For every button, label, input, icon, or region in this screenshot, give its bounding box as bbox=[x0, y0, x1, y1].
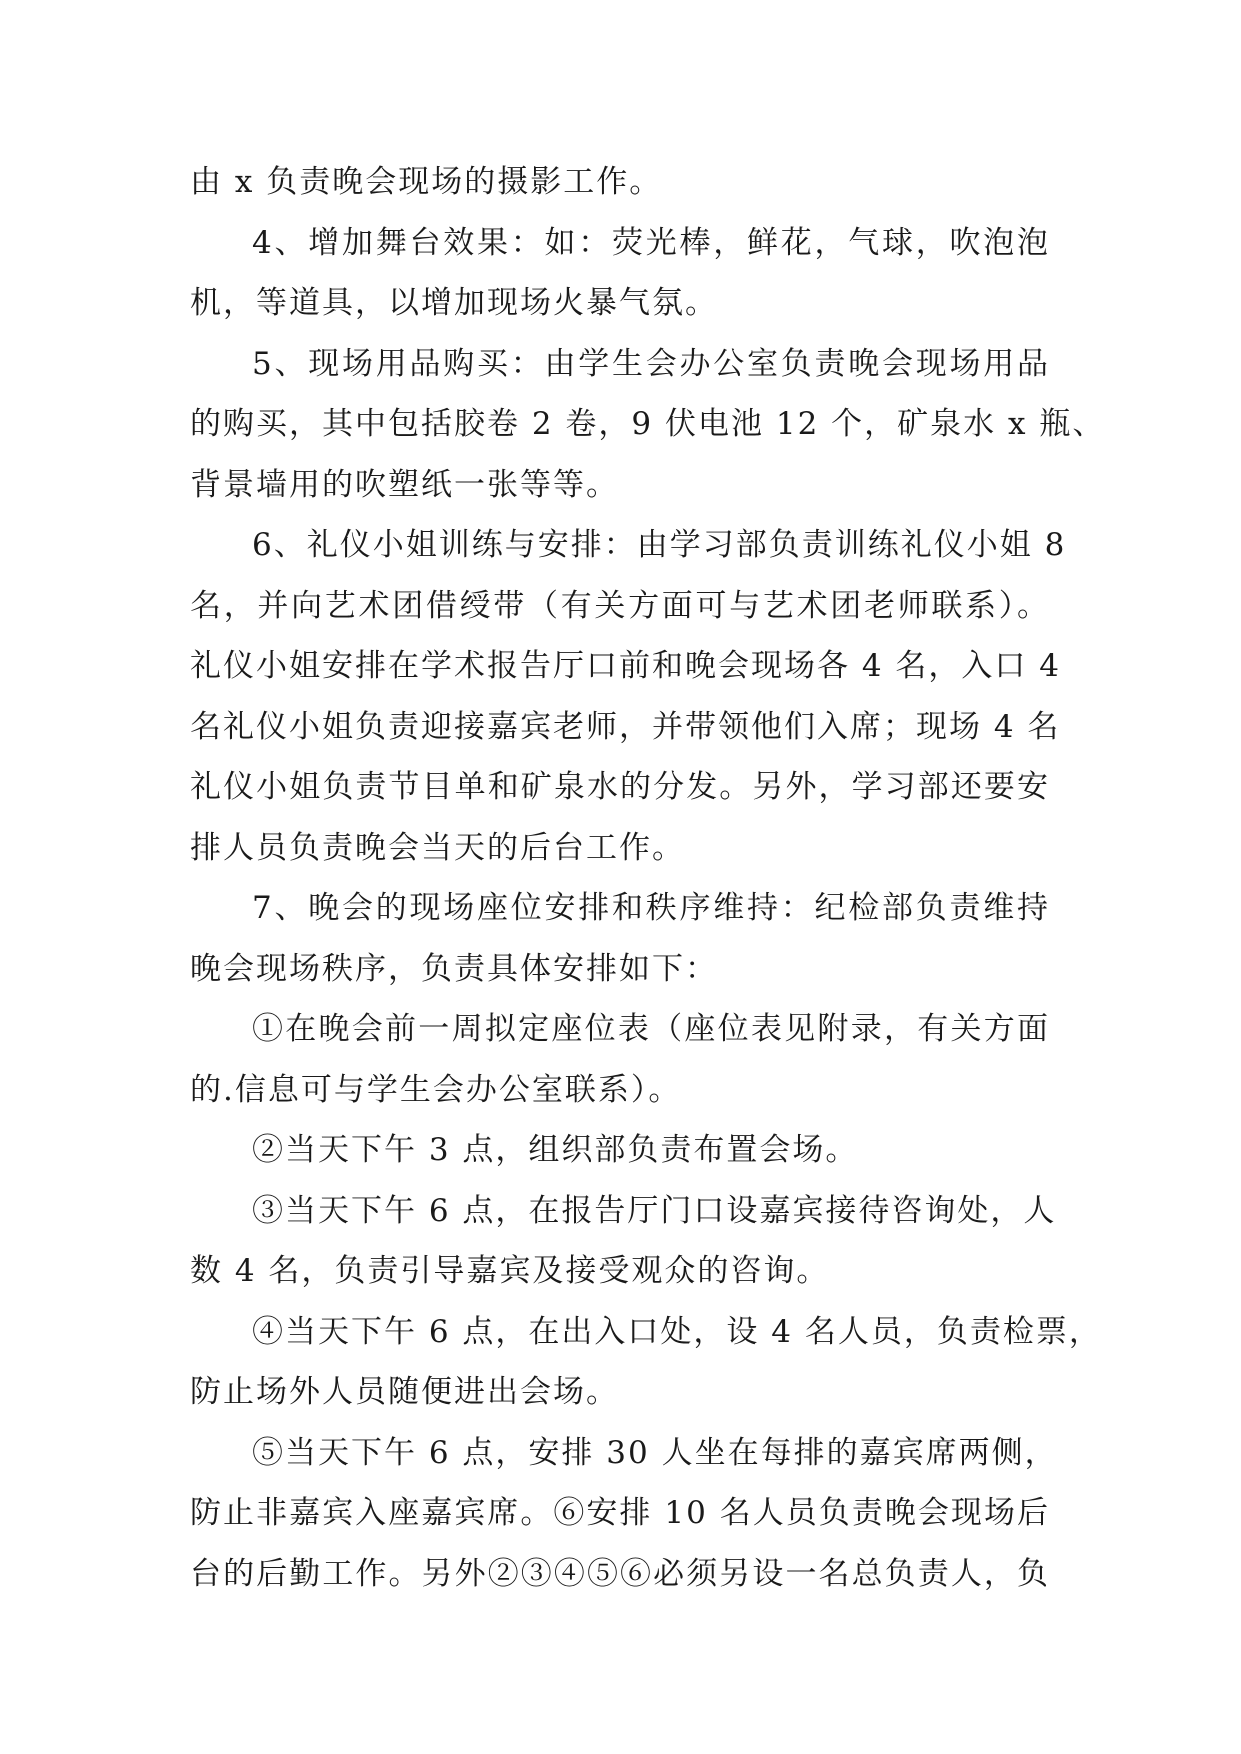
paragraph-line: 防止非嘉宾入座嘉宾席。⑥安排 10 名人员负责晚会现场后 bbox=[190, 1495, 1050, 1531]
paragraph-line: 的购买，其中包括胶卷 2 卷，9 伏电池 12 个，矿泉水 x 瓶、 bbox=[190, 406, 1106, 442]
paragraph-line: 防止场外人员随便进出会场。 bbox=[190, 1374, 619, 1410]
paragraph-line: 名礼仪小姐负责迎接嘉宾老师，并带领他们入席；现场 4 名 bbox=[190, 708, 1061, 745]
paragraph-line: 礼仪小姐负责节目单和矿泉水的分发。另外，学习部还要安 bbox=[190, 769, 1050, 805]
paragraph-line: 背景墙用的吹塑纸一张等等。 bbox=[190, 466, 619, 503]
paragraph-line: ④当天下午 6 点，在出入口处，设 4 名人员，负责检票， bbox=[252, 1313, 1102, 1350]
paragraph-line: 6、礼仪小姐训练与安排：由学习部负责训练礼仪小姐 8 bbox=[252, 527, 1067, 563]
paragraph-line: ③当天下午 6 点，在报告厅门口设嘉宾接待咨询处，人 bbox=[252, 1192, 1057, 1229]
paragraph-line: 排人员负责晚会当天的后台工作。 bbox=[190, 829, 685, 866]
paragraph-line: 礼仪小姐安排在学术报告厅口前和晚会现场各 4 名，入口 4 bbox=[190, 648, 1062, 684]
paragraph-line: 数 4 名，负责引导嘉宾及接受观众的咨询。 bbox=[190, 1253, 830, 1289]
document-body bbox=[190, 152, 1106, 1604]
paragraph-line: ⑤当天下午 6 点，安排 30 人坐在每排的嘉宾席两侧， bbox=[252, 1434, 1058, 1471]
paragraph-line: 7、晚会的现场座位安排和秩序维持：纪检部负责维持 bbox=[252, 890, 1050, 926]
paragraph-line: ②当天下午 3 点，组织部负责布置会场。 bbox=[252, 1132, 859, 1168]
paragraph-line: 机，等道具，以增加现场火暴气氛。 bbox=[190, 285, 718, 321]
paragraph-line: 的.信息可与学生会办公室联系）。 bbox=[190, 1071, 682, 1108]
paragraph-line: ①在晚会前一周拟定座位表（座位表见附录，有关方面 bbox=[252, 1011, 1050, 1047]
paragraph-line: 5、现场用品购买：由学生会办公室负责晚会现场用品 bbox=[252, 345, 1050, 382]
paragraph-line: 由 x 负责晚会现场的摄影工作。 bbox=[190, 164, 663, 200]
paragraph-line: 晚会现场秩序，负责具体安排如下： bbox=[190, 950, 718, 987]
paragraph-line: 4、增加舞台效果：如：荧光棒，鲜花，气球，吹泡泡 bbox=[252, 224, 1050, 261]
paragraph-line: 台的后勤工作。另外②③④⑤⑥必须另设一名总负责人，负 bbox=[190, 1555, 1050, 1592]
paragraph-line: 名，并向艺术团借绶带（有关方面可与艺术团老师联系）。 bbox=[190, 587, 1050, 624]
